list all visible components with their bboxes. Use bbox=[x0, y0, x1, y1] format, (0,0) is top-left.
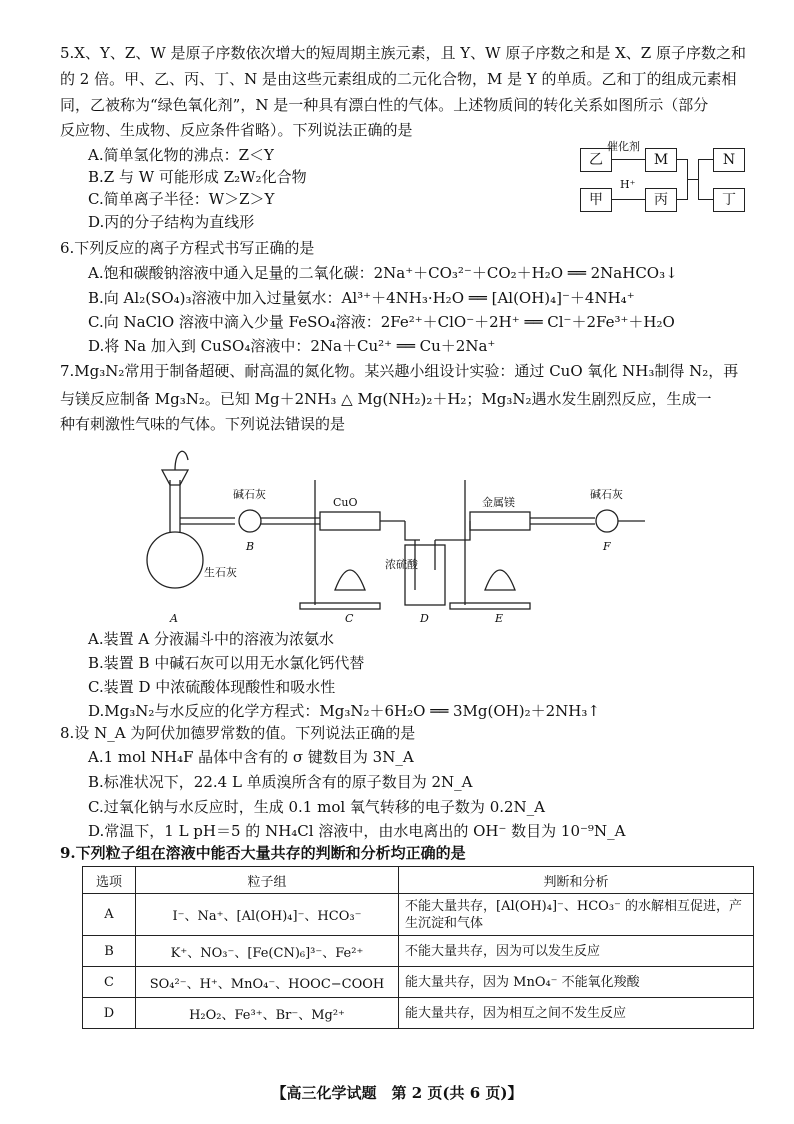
header-ions: 粒子组 bbox=[136, 867, 399, 894]
q5-option-d: D.丙的分子结构为直线形 bbox=[88, 213, 255, 231]
label-soda-lime-f: 碱石灰 bbox=[590, 488, 623, 501]
arrow-bing-out bbox=[677, 199, 687, 200]
label-a: A bbox=[170, 612, 178, 625]
q5-stem-line3: 同，乙被称为“绿色氧化剂”，N 是一种具有漂白性的气体。上述物质间的转化关系如图所示（部分 bbox=[60, 96, 709, 114]
arrow-m-out bbox=[677, 159, 687, 160]
label-e: E bbox=[495, 612, 504, 625]
header-analysis: 判断和分析 bbox=[399, 867, 754, 894]
q6-option-c: C.向 NaClO 溶液中滴入少量 FeSO₄溶液：2Fe²⁺＋ClO⁻＋2H⁺ ══ Cl⁻＋2Fe³⁺＋H₂O bbox=[88, 313, 675, 331]
q7-option-d: D.Mg₃N₂与水反应的化学方程式：Mg₃N₂＋6H₂O ══ 3Mg(OH)₂＋2NH₃↑ bbox=[88, 702, 600, 720]
q6-option-d: D.将 Na 加入到 CuSO₄溶液中：2Na＋Cu²⁺ ══ Cu＋2Na⁺ bbox=[88, 337, 496, 355]
apparatus-diagram bbox=[140, 440, 660, 625]
box-m: M bbox=[645, 148, 677, 172]
q5-option-b: B.Z 与 W 可能形成 Z₂W₂化合物 bbox=[88, 168, 307, 186]
q5-stem-line1: 5.X、Y、Z、W 是原子序数依次增大的短周期主族元素，且 Y、W 原子序数之和是 X、Z 原子序数之和 bbox=[60, 44, 746, 62]
arrow-to-ding bbox=[698, 199, 713, 200]
label-c: C bbox=[345, 612, 354, 625]
row-analysis: 能大量共存，因为 MnO₄⁻ 不能氧化羧酸 bbox=[399, 967, 754, 998]
box-jia: 甲 bbox=[580, 188, 612, 212]
arrow-yi-m bbox=[612, 159, 645, 160]
wash-bottle-d bbox=[405, 545, 445, 605]
box-ding: 丁 bbox=[713, 188, 745, 212]
row-option: A bbox=[83, 894, 136, 936]
reaction-tube-c bbox=[320, 512, 380, 530]
q6-option-b: B.向 Al₂(SO₄)₃溶液中加入过量氨水：Al³⁺＋4NH₃·H₂O ══ [Al(OH)₄]⁻＋4NH₄⁺ bbox=[88, 289, 635, 307]
arrow-to-n bbox=[698, 159, 713, 160]
q7-stem-line1: 7.Mg₃N₂常用于制备超硬、耐高温的氮化物。某兴趣小组设计实验：通过 CuO 氧化 NH₃制得 N₂，再 bbox=[60, 362, 739, 380]
flask-a bbox=[147, 532, 203, 588]
separatory-funnel bbox=[162, 470, 188, 485]
table-row bbox=[83, 936, 754, 967]
page-footer: 【高三化学试题 第 2 页(共 6 页)】 bbox=[271, 1084, 523, 1102]
label-quicklime: 生石灰 bbox=[204, 566, 237, 579]
q5-option-c: C.简单离子半径：W＞Z＞Y bbox=[88, 190, 275, 208]
arrow-split bbox=[698, 159, 699, 200]
q5-stem-line4: 反应物、生成物、反应条件省略）。下列说法正确的是 bbox=[60, 121, 413, 139]
q7-option-a: A.装置 A 分液漏斗中的溶液为浓氨水 bbox=[88, 630, 334, 648]
row-analysis: 能大量共存，因为相互之间不发生反应 bbox=[399, 998, 754, 1029]
burner-e bbox=[485, 570, 515, 590]
q9-stem: 9.下列粒子组在溶液中能否大量共存的判断和分析均正确的是 bbox=[60, 844, 466, 862]
arrow-mid bbox=[687, 179, 698, 180]
row-analysis: 不能大量共存，[Al(OH)₄]⁻、HCO₃⁻ 的水解相互促进，产生沉淀和气体 bbox=[399, 894, 754, 936]
q8-option-d: D.常温下，1 L pH＝5 的 NH₄Cl 溶液中，由水电离出的 OH⁻ 数目为 10⁻⁹N_A bbox=[88, 822, 626, 840]
q9-table bbox=[82, 866, 754, 1029]
label-d: D bbox=[420, 612, 429, 625]
q8-option-b: B.标准状况下，22.4 L 单质溴所含有的原子数目为 2N_A bbox=[88, 773, 473, 791]
label-f: F bbox=[603, 540, 611, 553]
q8-stem: 8.设 N_A 为阿伏加德罗常数的值。下列说法正确的是 bbox=[60, 724, 416, 742]
box-bing: 丙 bbox=[645, 188, 677, 212]
label-acid: 浓硫酸 bbox=[385, 558, 418, 571]
box-yi: 乙 bbox=[580, 148, 612, 172]
q8-option-a: A.1 mol NH₄F 晶体中含有的 σ 键数目为 3N_A bbox=[88, 748, 414, 766]
label-catalyst: 催化剂 bbox=[607, 140, 640, 153]
label-hplus: H⁺ bbox=[620, 178, 636, 191]
row-option: B bbox=[83, 936, 136, 967]
q5-option-a: A.简单氢化物的沸点：Z＜Y bbox=[88, 146, 274, 164]
q6-option-a: A.饱和碳酸钠溶液中通入足量的二氧化碳：2Na⁺＋CO₃²⁻＋CO₂＋H₂O ══ 2NaHCO₃↓ bbox=[88, 264, 678, 282]
drying-tube-f bbox=[596, 510, 618, 532]
table-header-row bbox=[83, 867, 754, 894]
arrow-jia-bing bbox=[612, 199, 645, 200]
label-mg: 金属镁 bbox=[482, 496, 515, 509]
box-n: N bbox=[713, 148, 745, 172]
row-option: D bbox=[83, 998, 136, 1029]
q7-option-c: C.装置 D 中浓硫酸体现酸性和吸水性 bbox=[88, 678, 336, 696]
header-option: 选项 bbox=[83, 867, 136, 894]
q7-stem-line3: 种有刺激性气味的气体。下列说法错误的是 bbox=[60, 415, 346, 433]
row-ions: I⁻、Na⁺、[Al(OH)₄]⁻、HCO₃⁻ bbox=[136, 894, 399, 936]
q7-option-b: B.装置 B 中碱石灰可以用无水氯化钙代替 bbox=[88, 654, 365, 672]
burner-c bbox=[335, 570, 365, 590]
q8-option-c: C.过氧化钠与水反应时，生成 0.1 mol 氧气转移的电子数为 0.2N_A bbox=[88, 798, 546, 816]
table-row bbox=[83, 998, 754, 1029]
row-ions: H₂O₂、Fe³⁺、Br⁻、Mg²⁺ bbox=[136, 998, 399, 1029]
row-analysis: 不能大量共存，因为可以发生反应 bbox=[399, 936, 754, 967]
label-soda-lime-b: 碱石灰 bbox=[233, 488, 266, 501]
label-cuo: CuO bbox=[333, 496, 358, 509]
table-row bbox=[83, 894, 754, 936]
q5-stem-line2: 的 2 倍。甲、乙、丙、丁、N 是由这些元素组成的二元化合物，M 是 Y 的单质。乙和丁的组成元素相 bbox=[60, 70, 737, 88]
table-row bbox=[83, 967, 754, 998]
q7-stem-line2: 与镁反应制备 Mg₃N₂。已知 Mg＋2NH₃ △ Mg(NH₂)₂＋H₂；Mg₃N₂遇水发生剧烈反应，生成一 bbox=[60, 390, 712, 408]
row-option: C bbox=[83, 967, 136, 998]
q6-stem: 6.下列反应的离子方程式书写正确的是 bbox=[60, 239, 315, 257]
row-ions: SO₄²⁻、H⁺、MnO₄⁻、HOOC−COOH bbox=[136, 967, 399, 998]
reaction-tube-e bbox=[470, 512, 530, 530]
label-b: B bbox=[246, 540, 255, 553]
drying-tube-b bbox=[239, 510, 261, 532]
row-ions: K⁺、NO₃⁻、[Fe(CN)₆]³⁻、Fe²⁺ bbox=[136, 936, 399, 967]
